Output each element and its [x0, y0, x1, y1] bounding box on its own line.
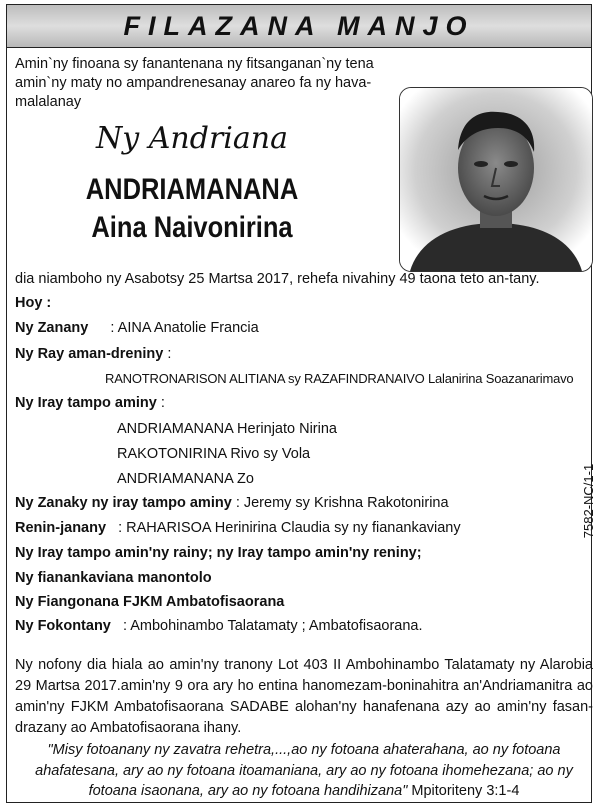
sibling-item: ANDRIAMANANA Herinjato Nirina — [117, 421, 337, 437]
siblings-separator: : — [160, 395, 165, 411]
bible-quote — [15, 740, 593, 802]
obituary-frame — [6, 4, 596, 803]
header-title: FILAZANA MANJO — [123, 11, 475, 41]
funeral-paragraph: Ny nofony dia hiala ao amin'ny tranony Lot 403 II Ambohinambo Talatamaty ny Alarobia 29 Martsa 2017.amin'ny 9 ora ary ho entina hanomezam-boninahitra an'Andriamanitra ao amin'ny FJKM Ambatofisaorana SADABE alohan'ny hanafenana azy ao amin'ny fasan-drazany ao Ambatofisaorana ihany. — [15, 657, 593, 736]
portrait-image — [400, 88, 592, 271]
quote-text: "Misy fotoanany ny zavatra rehetra,...,ao ny fotoana ahaterahana, ao ny fotoana ahafatesana, ary ao ny fotoana itoamaniana, ary ao ny fotoana ihomehezana; ao ny fotoana isaonana, ary ao ny fotoana handihizana" — [35, 742, 573, 799]
intro-text: Amin`ny finoana sy fanantenana ny fitsanganan`ny tena amin`ny maty no ampandrenesanay anareo fa ny hava-malalanay — [15, 56, 374, 110]
quote-reference: Mpitoriteny 3:1-4 — [411, 783, 520, 799]
header-banner — [7, 5, 591, 48]
spouse-row — [15, 320, 259, 336]
parents-separator: : — [167, 346, 172, 362]
extended-family-line: Ny fianankaviana manontolo — [15, 570, 212, 586]
parents-row — [15, 346, 171, 362]
fokontany-label: Ny Fokontany — [15, 618, 111, 634]
parents-value: RANOTRONARISON ALITIANA sy RAZAFINDRANAIVO Lalanirina Soazanarimavo — [105, 371, 574, 386]
spouse-label: Ny Zanany — [15, 320, 89, 336]
inlaws-label: Renin-janany — [15, 520, 107, 536]
parents-label: Ny Ray aman-dreniny — [15, 346, 164, 362]
nephews-value: : Jeremy sy Krishna Rakotonirina — [235, 495, 449, 511]
death-line: dia niamboho ny Asabotsy 25 Martsa 2017, rehefa nivahiny 49 taona teto an-tany. — [15, 271, 540, 287]
paternal-maternal-line: Ny Iray tampo amin'ny rainy; ny Iray tampo amin'ny reniny; — [15, 545, 422, 561]
siblings-label: Ny Iray tampo aminy — [15, 395, 157, 411]
nephews-label: Ny Zanaky ny iray tampo aminy — [15, 495, 232, 511]
sibling-item: ANDRIAMANANA Zo — [117, 471, 254, 487]
reference-code: 7582-NC/1-1 — [581, 463, 596, 539]
fokontany-value: : Ambohinambo Talatamaty ; Ambatofisaorana. — [122, 618, 423, 634]
church-line: Ny Fiangonana FJKM Ambatofisaorana — [15, 594, 285, 610]
siblings-row — [15, 395, 165, 411]
inlaws-value: : RAHARISOA Herinirina Claudia sy ny fianankaviany — [118, 520, 461, 536]
inlaws-row — [15, 520, 461, 536]
hoy-label: Hoy : — [15, 295, 52, 311]
nephews-row — [15, 495, 449, 511]
deceased-surname: ANDRIAMANANA — [85, 173, 299, 206]
deceased-prefix: Ny Andriana — [96, 121, 288, 156]
deceased-photo — [399, 87, 593, 272]
spouse-value: : AINA Anatolie Francia — [110, 320, 259, 336]
fokontany-row — [15, 618, 423, 634]
sibling-item: RAKOTONIRINA Rivo sy Vola — [117, 446, 311, 462]
deceased-given-names: Aina Naivonirina — [91, 211, 293, 244]
